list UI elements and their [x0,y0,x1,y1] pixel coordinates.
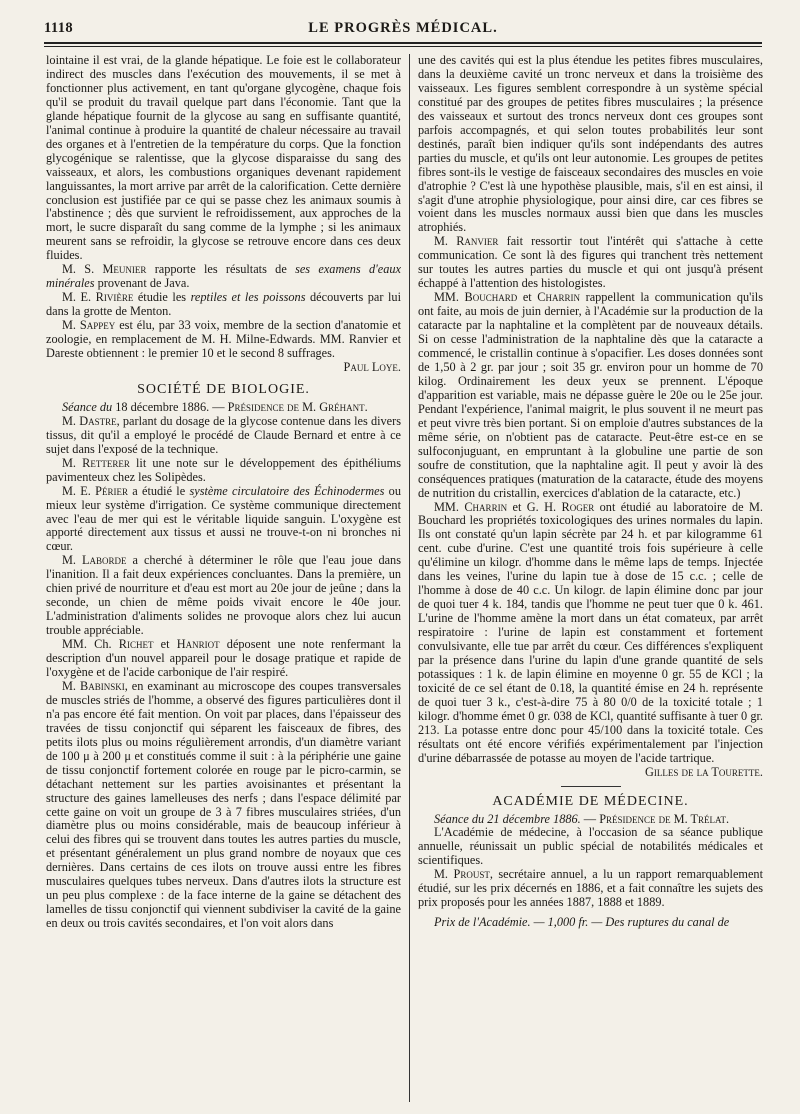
author-name: M. Laborde [62,553,127,568]
author-name: Charrin [464,499,508,514]
journal-title: LE PROGRÈS MÉDICAL. [308,20,498,36]
paragraph [46,680,401,931]
paragraph [418,291,763,500]
author-name: M. Babinski [62,678,125,693]
author-name: Richet [118,637,154,652]
paragraph: L'Académie de médecine, à l'occasion de sa séance publique annuelle, réunissait un public spécial de notabilités médicales et scientifiques. [418,825,763,868]
paragraph [46,554,401,638]
section-title-academie: ACADÉMIE DE MÉDECINE. [492,793,689,809]
session-date: 21 décembre 1886. [487,811,581,826]
text-run: est élu, par 33 voix, membre de la section d'anatomie et zoologie, en remplacement de M. H. Milne-Edwards. MM. Ranvier et Dareste obtiennent : le premier 10 et le second 8 suffrages. [46,318,401,361]
author-name: Bouchard [464,290,518,305]
signature-name: Gilles de la Tourette. [645,764,763,779]
author-name: M. Ranvier [434,234,499,249]
paragraph [46,319,401,361]
text-run: lit une note sur le développement des épithéliums pavimenteux chez les Solipèdes. [46,455,401,484]
text-run: MM. [434,499,465,514]
text-run: a cherché à déterminer le rôle que l'eau joue dans l'inanition. Il a fait deux expériences concluantes. Dans la première, un chien privé de nourriture et d'eau est mort au 20e jour de jeûne ; dans la seconde, un chien de même poids vivait encore le 40e jour. L'administration d'aliments solides ne provoque alors chez lui aucun trouble appréciable. [46,553,401,638]
text-run: a étudié le [127,483,190,498]
paragraph: lointaine il est vrai, de la glande hépatique. Le foie est le collaborateur indirect des muscles dans l'exécution des mouvements, il se met à fonctionner plus activement, en tant qu'organe glycogène, chaque fois qu'il se produit du travail quelque part dans l'économie. Tant que la glande hépatique fournit de la glycose au sang en suffisante quantité, l'animal continue à produire la quantité de chaleur nécessaire au travail des organes et à l'entretien de la température du corps. Que la fonction glycogénique se ralentisse, que la glycose disparaisse du sang des vaisseaux, et alors, les combustions organiques devenant rapidement languissantes, la mort arrive par arrêt de la calorification. Cette dernière conclusion est justifiée par ce qui se passe chez les animaux soumis à l'abstinence ; dès que survient le refroidissement, aux approches de la mort, le sucre disparaît du sang comme de la lymphe ; si les animaux meurent sans se refroidir, la glycose se retrouve encore dans ces deux fluides. [46,54,401,263]
text-run: étudie les [133,290,191,305]
session-line [46,401,401,415]
header-rule-thick [44,42,762,44]
text-run: provenant de Java. [94,276,190,291]
text-run: fait ressortir tout l'intérêt qui s'attache à cette communication. Ce sont là des figures qui tranchent très nettement sur toutes les autres parties du muscle et qui ont jusqu'à présent échappé à l'attention des histologistes. [418,234,763,291]
paragraph [46,291,401,319]
text-run: rappellent la communication qu'ils ont faite, au mois de juin dernier, à l'Académie sur la production de la cataracte par la naphtaline et la complètent par de nouveaux détails. Si on cesse l'administration de la naphtaline dès que la cataracte a commencé, le cristallin continue à s'opacifier. Les doses données sont de 1,50 à 2 gr. par jour ; soit 35 gr. environ pour un homme de 70 kilog. Ordinairement les deux yeux se prennent. L'époque d'apparition est variable, mais ne dépasse guère le 20e ou le 25e jour. Pendant l'expérience, l'animal maigrit, le plus souvent il ne meurt pas et peut vivre très bien portant. Si on emploie d'autres substances de la même série, on n'obtient pas de cataracte. Peut-être est-ce en se sulfoconjuguant, en empruntant à la globuline une partie de son soufre de constitution, que la naphtaline agit. Il peut y avoir là des conséquences pratiques (maturation de la cataracte, étude des moyens de nutrition du cristallin, exercices d'ablation de la cataracte, etc.) [418,290,763,500]
text-run: MM. [434,290,465,305]
italic-title: système circulatoire des Échinodermes [189,483,385,498]
author-name: M. E. Rivière [62,290,134,305]
italic-title: ses examens d'eaux minérales [46,262,401,291]
paragraph [418,235,763,291]
paragraph [418,501,763,766]
paragraph [46,263,401,291]
text-run: déposent une note renfermant la description d'un nouvel appareil pour le dosage pratique et rapide de l'oxygène et de l'acide carbonique de l'air respiré. [46,637,401,679]
signature [418,766,763,780]
session-president: Présidence de M. Trélat. [599,811,730,826]
session-label: Séance du [62,399,113,414]
author-name: M. E. Périer [62,483,128,498]
column-divider [409,54,410,1102]
italic-title: reptiles et les poissons [190,290,306,305]
text-run: rapporte les résultats de [146,262,296,277]
paragraph [46,415,401,457]
author-name: M. Retterer [62,455,130,470]
text-run: — [209,399,228,414]
author-name: Roger [561,499,595,514]
text-run: — [580,811,600,826]
signature [46,361,401,375]
paragraph [46,485,401,555]
session-president: Présidence de M. Gréhant. [227,399,368,414]
text-run: et [517,290,538,305]
session-date: 18 décembre 1886. [115,399,210,414]
session-label: Séance du [434,811,485,826]
author-name: M. Dastre [62,413,117,428]
author-name: Charrin [537,290,581,305]
paragraph [418,868,763,910]
author-name: Hanriot [176,637,220,652]
signature-name: Paul Loye. [343,359,401,374]
author-name: M. Proust [434,867,490,882]
text-run: ont étudié au laboratoire de M. Bouchard les propriétés toxicologiques des urines normales du lapin. Ils ont constaté qu'un lapin sécrète par 24 h. et par kilogramme 61 cent. cube d'urine. C'est une quantité trois fois supérieure à celle qu'élimine un kilogr. d'homme dans le même laps de temps. Injectée dans les veines, l'urine du lapin tue à dose de 15 c.c. ; celle de l'homme à dose de 40 c.c. Un kilogr. de lapin élimine donc par jour de quoi tuer 4 k. 184, tandis que l'homme ne peut tuer que 0 k. 461. L'urine de l'homme amène la mort dans un état comateux, par arrêt respiratoire : l'urine de lapin est constamment et fortement convulsivante, elle tue par arrêt du cœur. Ces différences s'expliquent par la présence dans l'urine du lapin d'une grande quantité de sels potassiques : 1 k. de lapin élimine en moyenne 0 gr. 55 de KCl ; la toxicité de ce sel étant de 0.18, la quantité émise en 24 h. représente de quoi tuer 3 k., c'est-à-dire 75 à 80 0/0 de la toxicité totale ; 1 kilogr. d'homme émet 0 gr. 038 de KCl, quantité suffisante à tuer 0 gr. 213. La potasse entre donc pour 45/100 dans la toxicité totale. Ces résultats ont été encore vérifiés expérimentalement par l'injection d'urine débarrassée de potasse au moyen de l'acide tartrique. [418,499,763,765]
session-line [418,813,763,827]
paragraph [46,457,401,485]
author-name: M. S. Meunier [62,262,147,277]
text-run: , parlant du dosage de la glycose contenue dans les divers tissus, dit qu'il a employé le procédé de Claude Bernard et entre à ce sujet dans l'exposé de la technique. [46,413,401,456]
text-run: MM. Ch. [62,637,119,652]
text-run: découverts par lui dans la grotte de Menton. [46,290,401,319]
text-run: et G. H. [507,499,562,514]
section-title-biologie: SOCIÉTÉ DE BIOLOGIE. [137,381,310,397]
section-separator [561,786,621,787]
page-number: 1118 [44,20,73,36]
right-column [418,54,763,1108]
header-rule-thin [44,46,762,47]
text-run: , en examinant au microscope des coupes transversales de muscles striés de l'homme, a observé des figures particulières dont il n'a pas encore été fait mention. On voit par places, dans l'épaisseur des travées de tissu conjonctif qui séparent les faisceaux de fibres, des petits ilots plus ou moins régulièrement arrondis, d'un diamètre variant de 100 μ à 200 μ et constitués comme il suit : à la périphérie une gaine de tissu conjonctif fortement colorée en rouge par le picro-carmin, se détachant nettement sur les parties avoisinantes et présentant la structure des gaines lamelleuses des nerfs ; dans l'espace délimité par cette gaine on voit un groupe de 3 à 7 fibres musculaires striées, d'un diamètre plus ou moins considérable, mais de beaucoup inférieur à celui des fibres qui se trouvent dans toutes les autres parties du muscle, et présentant généralement un plus grand nombre de noyaux que ces dernières. Dans certains de ces ilots on trouve aussi entre les fibres musculaires quelques tubes nerveux. Dans d'autres ilots la structure est un peu plus complexe : de la face interne de la gaine se détachent des lamelles de tissu conjonctif qui viennent subdiviser la cavité de la gaine en deux ou trois cavités secondaires, et l'on voit alors dans [46,678,401,931]
text-run: et [153,637,177,652]
text-run: ou mieux leur système d'irrigation. Ce système communique directement avec l'eau de mer qui est le véritable liquide sanguin. L'oxygène est apporté directement aux tissus et aussi ne trouve-t-on ni bronches ni cœur. [46,483,401,554]
page-header [44,20,762,40]
left-column [46,54,401,1108]
text-run: , secrétaire annuel, a lu un rapport remarquablement étudié, sur les prix décernés en 1886, et a fait connaître les sujets des prix proposés pour les années 1887, 1888 et 1889. [418,867,763,910]
paragraph: une des cavités qui est la plus étendue les petites fibres musculaires, dans la deuxième cavité un tronc nerveux et dans la troisième des vaisseaux. Les figures semblent correspondre à un système spécial constitué par des groupes de petites fibres musculaires ; la présence des vaisseaux et surtout des troncs nerveux dont ces groupes sont parfois accompagnés, et qui selon toutes probabilités leur sont destinés, paraît bien indiquer qu'ils sont indépendants des autres parties du muscle, et qu'ils ont leur autonomie. Les groupes de petites fibres sont-ils le vestige de faisceaux secondaires des muscles en voie d'atrophie ? C'est là une hypothèse plausible, mais, s'il en est ainsi, il s'agit d'une atrophie physiologique, pour ainsi dire, car ces fibres se voient dans les muscles normaux aussi bien que dans les muscles atrophiés. [418,54,763,235]
prize-line: Prix de l'Académie. — 1,000 fr. — Des ruptures du canal de [434,915,730,930]
author-name: M. Sappey [62,318,116,333]
paragraph [46,638,401,680]
